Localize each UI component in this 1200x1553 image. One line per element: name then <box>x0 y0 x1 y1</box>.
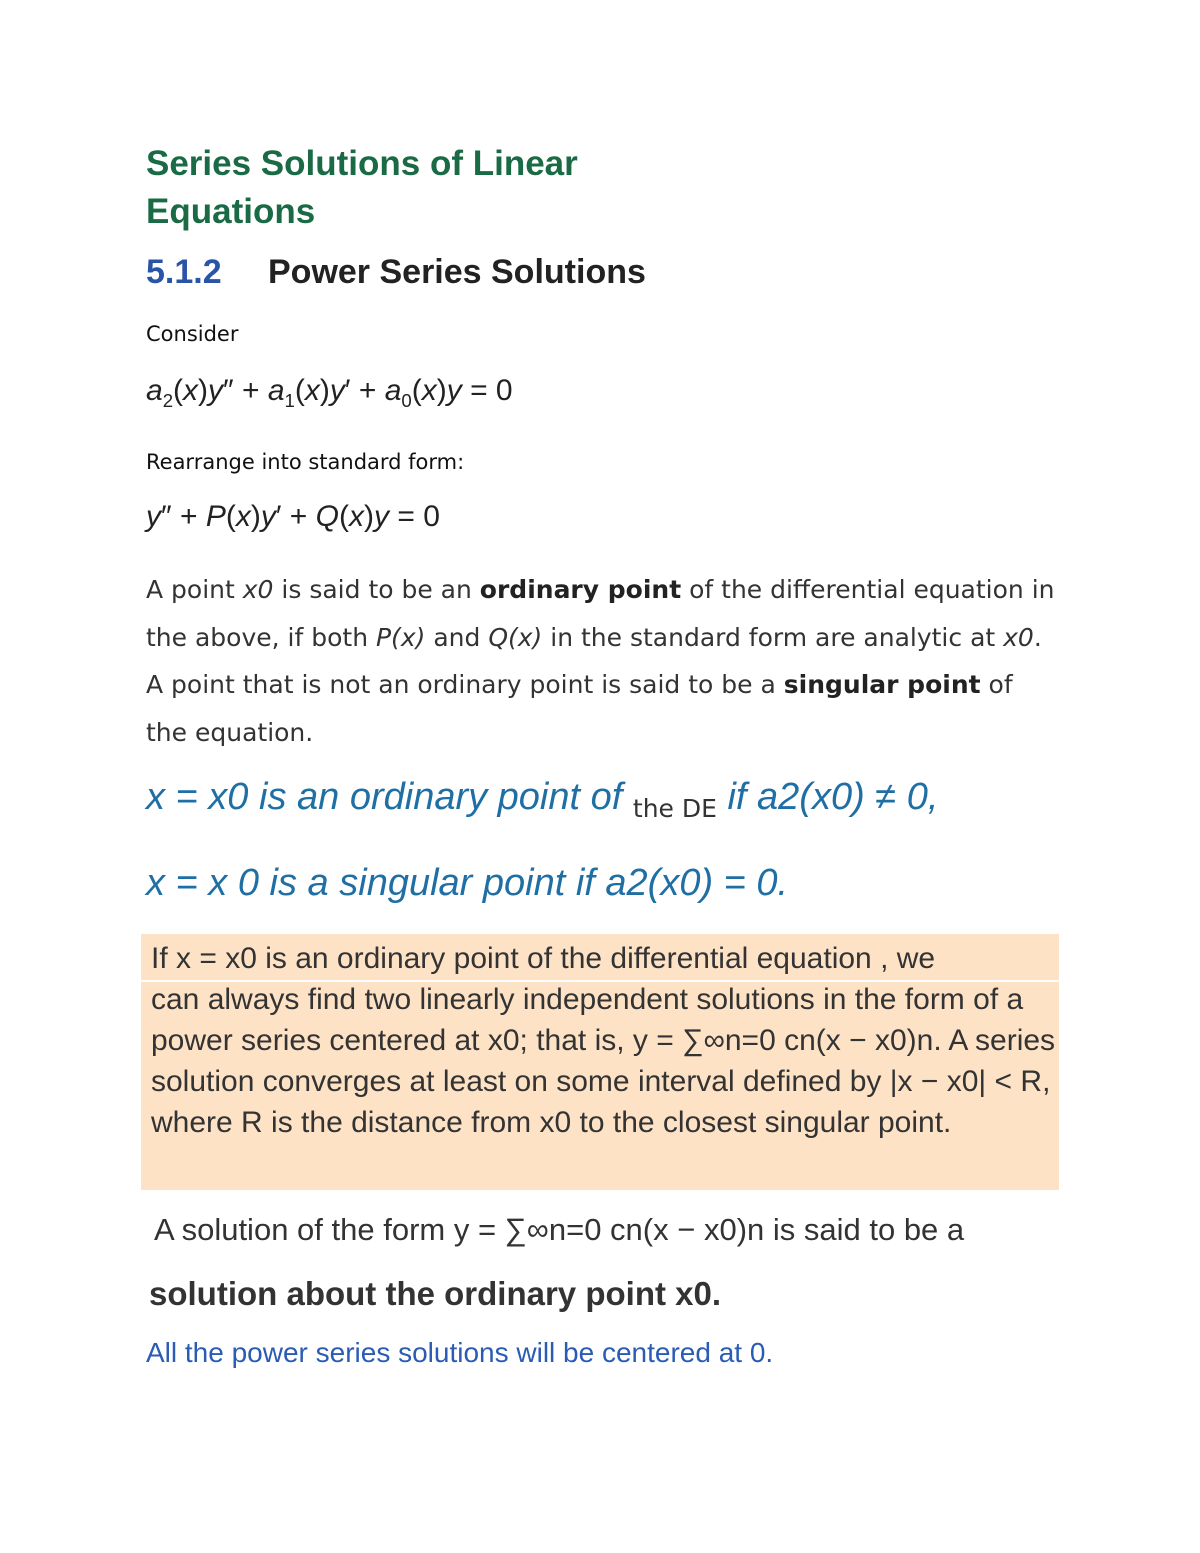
theorem-body: can always find two linearly independent solutions in the form of a power series centered at x0; that is, y = ∑∞n=0 cn(x − x0)n. A series solution converges at least on some interval defined by |x − x0| < R, where R is the distance from x0 to the closest singular point. <box>151 983 1056 1139</box>
theorem-text <box>151 938 1056 1143</box>
solution-definition-line1: A solution of the form y = ∑∞n=0 cn(x − x0)n is said to be a <box>154 1212 965 1247</box>
standard-equation <box>146 500 440 534</box>
singular-rule-part-b: if a2(x0) = 0. <box>575 862 789 904</box>
singular-rule-part-a: x = x 0 is a singular point <box>146 862 566 904</box>
standard-equation-text: y″ + P(x)y′ + Q(x)y = 0 <box>146 500 440 533</box>
ordinary-rule-part-b: if a2(x0) ≠ 0, <box>727 776 939 818</box>
general-equation <box>146 374 513 412</box>
ordinary-point-term: ordinary point <box>479 575 682 604</box>
ordinary-point-definition: A point x0 is said to be an ordinary point of the differential equation in the above, if both P(x) and Q(x) in the standard form are analytic at x0. A point that is not an ordinary point is said to be a singular point of the equation. <box>146 575 1055 747</box>
page-title <box>146 140 578 236</box>
solution-definition-line2: solution about the ordinary point x0. <box>149 1275 722 1312</box>
consider-label: Consider <box>146 322 239 346</box>
section-heading <box>146 250 646 294</box>
general-equation-text: $a_2(x)y'' + a_1(x)y' + a_0(x)y = 0$ <box>146 374 513 411</box>
section-title: Power Series Solutions <box>268 253 646 291</box>
centered-note: All the power series solutions will be centered at 0. <box>146 1337 774 1368</box>
ordinary-rule-de: the DE <box>632 794 717 823</box>
theorem-line1: If x = x0 is an ordinary point of the differential equation , we <box>151 942 936 975</box>
section-number: 5.1.2 <box>146 253 222 291</box>
singular-point-rule <box>146 862 788 905</box>
page-title-line1: Series Solutions of Linear <box>146 144 578 183</box>
ordinary-point-rule <box>146 776 939 823</box>
page-title-line2: Equations <box>146 192 316 231</box>
rearrange-label: Rearrange into standard form: <box>146 450 465 474</box>
singular-point-term: singular point <box>783 670 981 699</box>
ordinary-rule-part-a: x = x0 is an ordinary point of <box>146 776 623 818</box>
